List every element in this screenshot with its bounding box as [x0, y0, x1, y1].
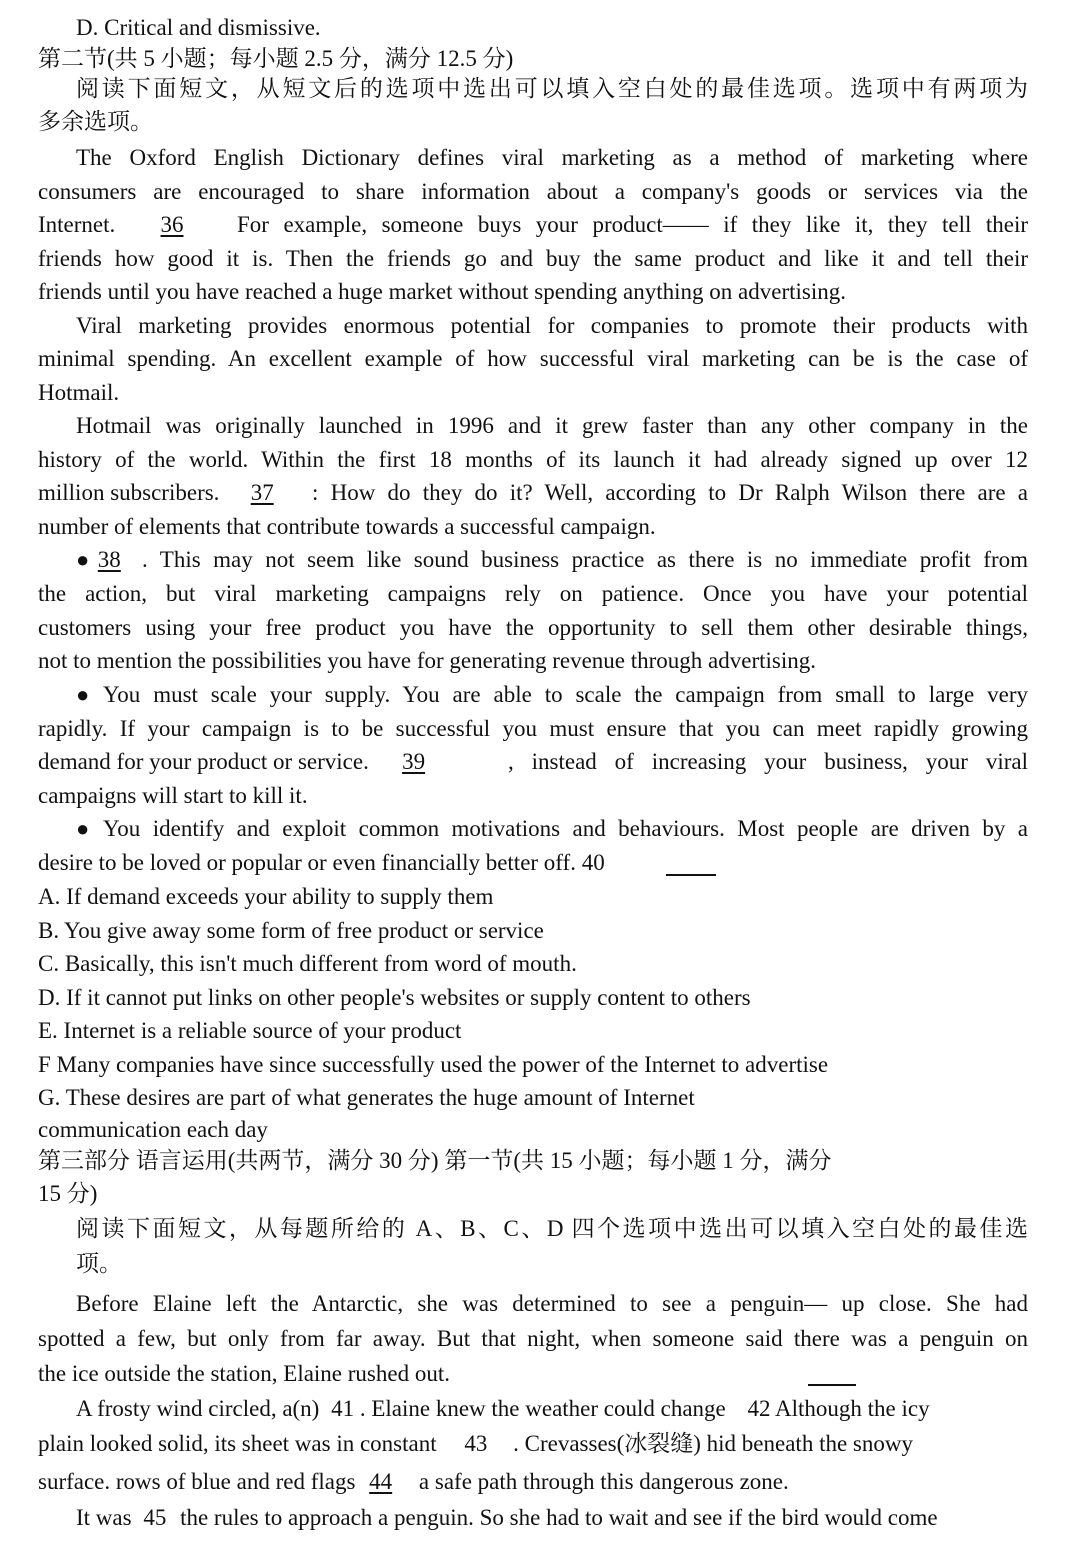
bullet-icon: ● [76, 682, 90, 707]
passage-p1-line-4: friends how good it is. Then the friends go and buy the same product and like it and tell their [38, 246, 1028, 271]
bullet-icon: ● [76, 816, 90, 841]
blank-44: 44 [369, 1469, 393, 1494]
bullet-2-line-1 [76, 680, 1028, 710]
text-span: million subscribers. [38, 480, 220, 505]
bullet-2-line-4: campaigns will start to kill it. [38, 783, 308, 808]
instruction-3-line-2: 项。 [76, 1251, 122, 1276]
story-p1-line-3: the ice outside the station, Elaine rushed out. [38, 1361, 450, 1386]
bullet-1-line-1 [76, 545, 1028, 575]
option-a: A. If demand exceeds your ability to supply them [38, 884, 494, 909]
text-span: the rules to approach a penguin. So she had to wait and see if the bird would come [180, 1505, 938, 1530]
instruction-3-line-1: 阅读下面短文，从每题所给的 A、B、C、D 四个选项中选出可以填入空白处的最佳选 [76, 1216, 1028, 1241]
blank-36: 36 [160, 212, 184, 237]
option-g-line-2: communication each day [38, 1117, 268, 1142]
story-p2-line-1 [76, 1394, 1028, 1424]
story-p1-line-1: Before Elaine left the Antarctic, she was determined to see a penguin— up close. She had [76, 1291, 1028, 1316]
passage-p1-line-5: friends until you have reached a huge market without spending anything on advertising. [38, 279, 846, 304]
text-span: You identify and exploit common motivations and behaviours. Most people are driven by a [103, 816, 1028, 841]
passage-p2-line-2: minimal spending. An excellent example of how successful viral marketing can be is the case of [38, 346, 1028, 371]
bullet-icon: ● [76, 547, 90, 572]
text-span: . Crevasses(冰裂缝) hid beneath the snowy [513, 1431, 913, 1456]
passage-p1-line-2: consumers are encouraged to share information about a company's goods or services via the [38, 179, 1028, 204]
text-span: It was [76, 1505, 132, 1530]
bullet-1-line-2: the action, but viral marketing campaigns rely on patience. Once you have your potential [38, 581, 1028, 606]
story-p3-line-1 [76, 1503, 1028, 1533]
bullet-3-line-1 [76, 814, 1028, 844]
blank-43: 43 [464, 1431, 488, 1456]
option-c: C. Basically, this isn't much different from word of mouth. [38, 951, 577, 976]
text-span: . This may not seem like sound business practice as there is no immediate profit from [142, 547, 1028, 572]
option-b: B. You give away some form of free product or service [38, 918, 544, 943]
text-span: Although the icy [775, 1396, 930, 1421]
passage-p2-line-3: Hotmail. [38, 380, 120, 405]
bullet-1-line-3: customers using your free product you have the opportunity to sell them other desirable things, [38, 615, 1028, 640]
blank-38: 38 [97, 547, 121, 572]
blank-45: 45 [143, 1505, 167, 1530]
instruction-line-1: 阅读下面短文，从短文后的选项中选出可以填入空白处的最佳选项。选项中有两项为 [76, 76, 1028, 101]
story-p2-line-2 [38, 1429, 1028, 1459]
bullet-2-line-3 [38, 747, 1028, 777]
text-span: desire to be loved or popular or even financially better off. 40 [38, 850, 605, 875]
blank-40-line [666, 874, 716, 876]
blank-37: 37 [250, 480, 274, 505]
blank-42: 42 [747, 1396, 771, 1421]
bullet-2-line-2: rapidly. If your campaign is to be successful you must ensure that you can meet rapidly growing [38, 716, 1028, 741]
text-span: surface. rows of blue and red flags [38, 1469, 356, 1494]
option-g-line-1: G. These desires are part of what generates the huge amount of Internet [38, 1085, 695, 1110]
passage-p3-line-3 [38, 478, 1028, 508]
text-span: a safe path through this dangerous zone. [418, 1469, 789, 1494]
text-span: plain looked solid, its sheet was in constant [38, 1431, 437, 1456]
stray-underline [808, 1384, 856, 1386]
option-f: F Many companies have since successfully used the power of the Internet to advertise [38, 1052, 829, 1077]
passage-p3-line-1: Hotmail was originally launched in 1996 and it grew faster than any other company in the [76, 413, 1028, 438]
text-span: demand for your product or service. [38, 749, 369, 774]
part-three-heading: 第三部分 语言运用(共两节，满分 30 分) 第一节(共 15 小题；每小题 1 分，满分 [38, 1148, 832, 1173]
bullet-3-line-2 [38, 848, 1028, 878]
text-span: A frosty wind circled, a(n) [76, 1396, 320, 1421]
text-span: , instead of increasing your business, your viral [508, 749, 1028, 774]
option-d: D. If it cannot put links on other people's websites or supply content to others [38, 985, 751, 1010]
blank-39: 39 [402, 749, 426, 774]
passage-p3-line-4: number of elements that contribute towards a successful campaign. [38, 514, 656, 539]
option-d-prev: D. Critical and dismissive. [76, 15, 321, 40]
passage-p2-line-1: Viral marketing provides enormous potential for companies to promote their products with [76, 313, 1028, 338]
text-span: You must scale your supply. You are able to scale the campaign from small to large very [103, 682, 1028, 707]
blank-41: 41 [331, 1396, 355, 1421]
passage-p3-line-2: history of the world. Within the first 18 months of its launch it had already signed up over 12 [38, 447, 1028, 472]
passage-p1-line-3 [38, 210, 1028, 240]
story-p1-line-2: spotted a few, but only from far away. But that night, when someone said there was a penguin on [38, 1326, 1028, 1351]
text-span: : How do they do it? Well, according to Dr Ralph Wilson there are a [312, 480, 1028, 505]
passage-p1-line-1: The Oxford English Dictionary defines viral marketing as a method of marketing where [76, 145, 1028, 170]
bullet-1-line-4: not to mention the possibilities you have for generating revenue through advertising. [38, 648, 816, 673]
text-span: For example, someone buys your product—— if they like it, they tell their [237, 212, 1028, 237]
text-span: Internet. [38, 212, 116, 237]
section-two-heading: 第二节(共 5 小题；每小题 2.5 分，满分 12.5 分) [38, 46, 514, 71]
part-three-heading-cont: 15 分) [38, 1181, 98, 1206]
option-e: E. Internet is a reliable source of your product [38, 1018, 462, 1043]
story-p2-line-3 [38, 1467, 1028, 1497]
text-span: . Elaine knew the weather could change [359, 1396, 726, 1421]
instruction-line-2: 多余选项。 [38, 109, 153, 134]
